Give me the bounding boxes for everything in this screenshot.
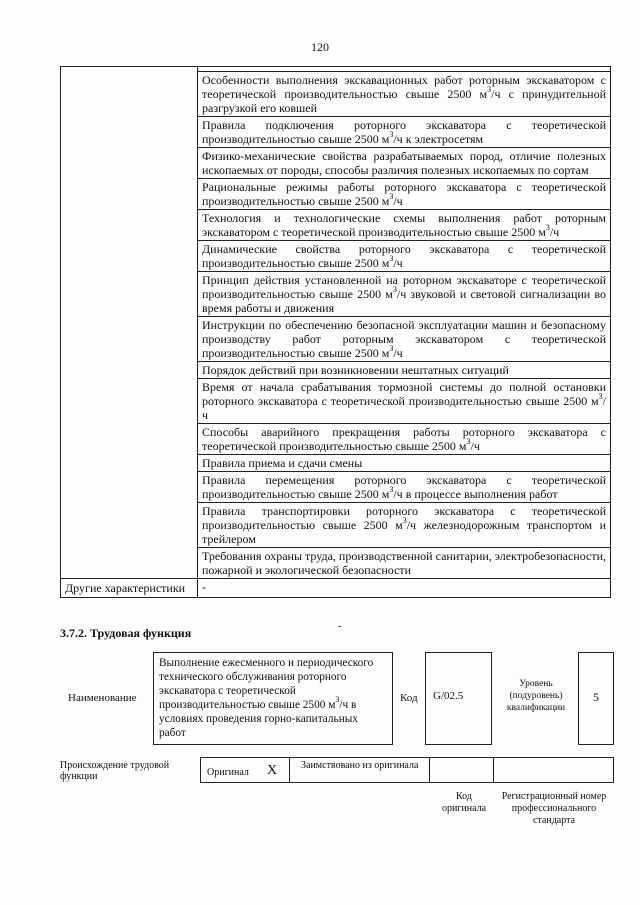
knowledge-item <box>198 455 611 472</box>
superscript: 3 <box>466 437 471 446</box>
text-fragment: Динамические свойства роторного экскаватора с теоретической производительностью свыше 2500 м <box>202 242 606 270</box>
text-fragment: Порядок действий при возникновении нештатных ситуаций <box>202 363 509 377</box>
original-cell <box>200 757 290 783</box>
text-fragment: /ч к электросетям <box>393 132 484 146</box>
code-original-caption: Код оригинала <box>441 791 487 814</box>
borrowed-label: Заимствовано из оригинала <box>301 760 419 771</box>
knowledge-table-body <box>61 67 611 598</box>
function-name-box <box>153 652 393 745</box>
text-fragment: /ч <box>393 346 403 360</box>
text-fragment: Требования охраны труда, производственной санитарии, электробезопасности, пожарной и экологической безопасности <box>202 549 606 577</box>
text-fragment: /ч в условиях проведения горно-капитальных работ <box>159 699 358 739</box>
level-box <box>578 652 614 745</box>
knowledge-item <box>198 241 611 272</box>
text-fragment: Принцип действия установленной на роторном экскаваторе с теоретической производительностью свыше 2500 м <box>202 273 606 301</box>
level-label: Уровень (подуровень) квалификации <box>506 679 566 713</box>
text-fragment: Особенности выполнения экскавационных работ роторным экскаватором с теоретической производительностью свыше 2500 м <box>202 73 606 101</box>
knowledge-item <box>198 472 611 503</box>
superscript: 3 <box>335 695 340 705</box>
stray-dash: - <box>338 621 342 632</box>
name-label: Наименование <box>68 692 137 704</box>
text-fragment: Правила перемещения роторного экскаватора с теоретической производительностью свыше 2500 м <box>202 473 606 501</box>
function-name <box>159 657 373 739</box>
superscript: 3 <box>389 485 394 494</box>
knowledge-item <box>198 548 611 579</box>
knowledge-item <box>198 117 611 148</box>
superscript: 3 <box>402 516 407 525</box>
text-fragment: Рациональные режимы работы роторного экскаватора с теоретической производительностью свыше 2500 м <box>202 180 606 208</box>
registration-number-caption: Регистрационный номер профессионального стандарта <box>501 791 607 826</box>
superscript: 3 <box>389 192 394 201</box>
text-fragment: /ч с принудительной разгрузкой его ковшей <box>202 87 607 115</box>
text-fragment: /ч в процессе выполнения работ <box>393 487 558 501</box>
superscript: 3 <box>392 285 397 294</box>
text-fragment: /ч <box>549 225 560 239</box>
code-label: Код <box>400 692 418 704</box>
text-fragment: /ч <box>202 394 606 422</box>
original-label: Оригинал <box>207 767 249 778</box>
other-characteristics-row <box>61 579 611 598</box>
knowledge-item <box>198 379 611 424</box>
code-box <box>425 652 492 745</box>
knowledge-table <box>60 66 611 598</box>
superscript: 3 <box>487 85 492 94</box>
knowledge-item <box>198 362 611 379</box>
superscript: 3 <box>545 223 550 232</box>
section-heading: 3.7.2. Трудовая функция <box>60 626 192 640</box>
knowledge-item <box>198 272 611 317</box>
code-value: G/02.5 <box>433 690 464 702</box>
superscript: 3 <box>389 130 394 139</box>
text-fragment: /ч <box>393 256 403 270</box>
registration-number-cell <box>493 757 614 783</box>
text-fragment: Инструкции по обеспечению безопасной эксплуатации машин и безопасному производству работ роторным экскаватором с теоретической производительностью свыше 2500 м <box>202 318 606 360</box>
other-characteristics-value: - <box>198 579 611 598</box>
text-fragment: /ч <box>393 194 403 208</box>
knowledge-item <box>198 317 611 362</box>
knowledge-item <box>198 179 611 210</box>
code-original-cell <box>429 757 494 783</box>
text-fragment: Физико-механические свойства разрабатываемых пород, отличие полезных ископаемых от породы, способы различия полезных ископаемых по сортам <box>202 149 606 177</box>
superscript: 3 <box>389 254 394 263</box>
knowledge-item <box>198 72 611 117</box>
knowledge-item <box>198 424 611 455</box>
left-label-cell <box>61 67 198 579</box>
level-value: 5 <box>593 690 599 704</box>
text-fragment: Правила транспортировки роторного экскаватора с теоретической производительностью свыше 2500 м <box>202 504 606 532</box>
labor-function-block <box>60 652 614 746</box>
text-fragment: Правила приема и сдачи смены <box>202 456 363 470</box>
text-fragment: /ч <box>470 439 480 453</box>
knowledge-item <box>198 210 611 241</box>
text-fragment: Технология и технологические схемы выполнения работ роторным экскаватором с теоретической производительностью свыше 2500 м <box>202 211 606 239</box>
text-fragment: Способы аварийного прекращения работы роторного экскаватора с теоретической производительностью свыше 2500 м <box>202 425 606 453</box>
text-fragment: /ч звуковой и световой сигнализации во время работы и движения <box>202 287 606 315</box>
text-fragment: Выполнение ежесменного и периодического технического обслуживания роторного экскаватора с теоретической производительностью свыше 2500 м <box>159 657 374 711</box>
text-fragment: Время от начала срабатывания тормозной системы до полной остановки роторного экскаватора с теоретической производительностью свыше 2500 м <box>202 380 606 408</box>
original-mark: X <box>267 763 278 778</box>
superscript: 3 <box>598 392 603 401</box>
page-number: 120 <box>311 40 329 54</box>
knowledge-item <box>198 148 611 179</box>
other-characteristics-label: Другие характеристики <box>61 579 198 598</box>
borrowed-cell <box>289 757 430 783</box>
text-fragment: /ч железнодорожным транспортом и трейлером <box>202 518 606 546</box>
origin-label: Происхождение трудовой функции <box>60 760 170 782</box>
superscript: 3 <box>389 344 394 353</box>
text-fragment: Правила подключения роторного экскаватора с теоретической производительностью свыше 2500 м <box>202 118 606 146</box>
knowledge-item <box>198 503 611 548</box>
